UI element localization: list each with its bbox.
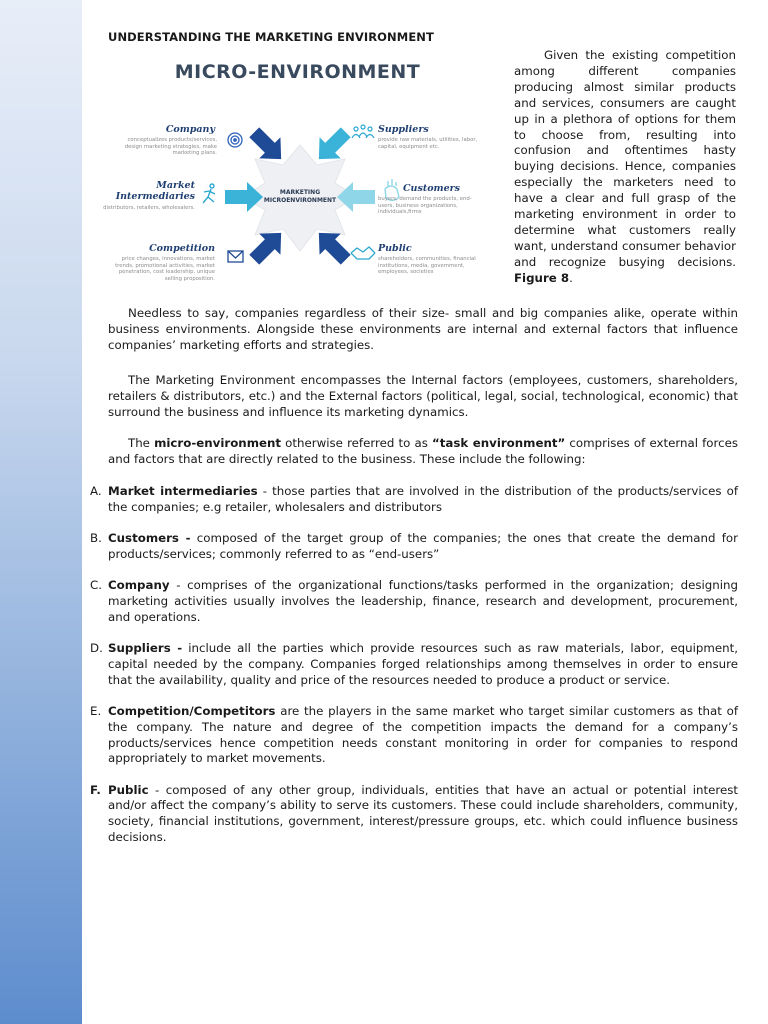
micro-environment-factors-list [90, 484, 738, 861]
list-item-text: - those parties that are involved in the distribution of the products/services of the companies; e.g retailer, wholesalers and distributors [108, 484, 739, 514]
desc-suppliers-line: provide raw materials, utilities, labor, [378, 137, 478, 143]
list-marker: A. [90, 484, 102, 498]
paragraph-text: Needless to say, companies regardless of their size- small and big companies alike, operate within business environments. Alongside these environments are internal and external factors that influence companies’ marketing efforts and strategies. [108, 306, 738, 352]
list-item [90, 484, 738, 516]
label-market-intermediaries-line2: Intermediaries [115, 191, 195, 202]
handshake-icon [351, 247, 375, 259]
paragraph-business-environments [108, 306, 738, 353]
target-icon [228, 133, 242, 147]
term-task-environment: “task environment” [432, 436, 566, 450]
desc-customers [378, 196, 496, 216]
list-item [90, 578, 738, 625]
page-heading: UNDERSTANDING THE MARKETING ENVIRONMENT [108, 30, 434, 44]
figure-title: MICRO-ENVIRONMENT [174, 61, 421, 83]
desc-competition [95, 256, 215, 282]
list-item [90, 641, 738, 688]
list-item [90, 531, 738, 563]
desc-public-line: employees, societies [378, 269, 434, 276]
list-item [90, 783, 738, 846]
list-item-term: Market intermediaries [108, 484, 258, 498]
center-label-line1: MARKETING [279, 189, 321, 196]
envelope-icon [228, 251, 243, 262]
list-marker: B. [90, 531, 102, 546]
intro-text: Given the existing competition among different companies producing almost similar products and services, consumers are caught up in a plethora of options for them to choose from, resulting into confusion and oftentimes hasty buying decisions. Hence, companies especially the marketers need to have a clear and full grasp of the marketing environment in order to determine what customers really want, understand consumer behavior and recognize busying decisions. [514, 48, 736, 269]
label-customers: Customers [403, 183, 460, 194]
desc-competition-line: selling proposition. [164, 275, 215, 282]
label-competition: Competition [149, 243, 215, 254]
desc-suppliers [378, 137, 496, 150]
desc-market-intermediaries-line: distributors, retailers, wholesalers. [103, 205, 195, 211]
center-label-line2: MICROENVIRONMENT [263, 197, 337, 204]
paragraph-text-pre: The [128, 436, 155, 450]
desc-suppliers-line: capital, equipment etc. [378, 143, 440, 150]
runner-icon [203, 184, 215, 203]
arrow-market-intermediaries [225, 182, 263, 212]
term-micro-environment: micro-environment [154, 436, 282, 450]
list-item-term: Customers - [108, 531, 191, 546]
desc-customers-line: individuals,firms [378, 209, 422, 216]
paragraph-text-post: comprises of external forces and factors that are directly related to the business. These include the following: [108, 436, 738, 466]
list-item-text: are the players in the same market who target similar customers as that of the company. The nature and degree of the competition impacts the demand for a company’s products/services hence competition needs constant monitoring in order for companies to respond appropriately to market movements. [108, 703, 738, 766]
desc-customers-line: buyers, demand the products, end- [378, 196, 472, 202]
list-marker: C. [90, 578, 102, 593]
list-item [90, 704, 738, 767]
label-market-intermediaries-line1: Market [156, 180, 195, 191]
desc-market-intermediaries [95, 205, 195, 212]
paragraph-micro-environment [108, 436, 738, 468]
label-suppliers: Suppliers [378, 124, 429, 135]
desc-competition-line: trends, promotional activities, market [115, 262, 215, 269]
list-marker: D. [90, 641, 103, 656]
list-item-text: include all the parties which provide resources such as raw materials, labor, equipment, capital needed by the company. Companies forged relationships among themselves in order to ensure that the availability, quality and price of the resources needed to produce a product or service. [108, 641, 738, 687]
list-item-term: Suppliers - [108, 641, 183, 656]
list-item-term: Company [108, 578, 170, 593]
micro-environment-figure [95, 55, 500, 300]
list-item-term: Public [108, 782, 149, 797]
desc-public-line: institutions, media, government, [378, 262, 465, 269]
list-item-text: - comprises of the organizational functions/tasks performed in the organization; designing marketing activities usually involves the leadership, finance, research and development, procurement, and operations. [108, 578, 738, 624]
desc-customers-line: users, business organizations, [378, 202, 458, 209]
paragraph-text-mid: otherwise referred to as [281, 436, 432, 450]
people-icon [352, 125, 374, 138]
figure-reference: Figure 8 [514, 270, 570, 285]
paragraph-marketing-environment [108, 373, 738, 420]
list-marker: F. [90, 782, 101, 797]
paragraph-text: The Marketing Environment encompasses the Internal factors (employees, customers, shareholders, retailers & distributors, etc.) and the External factors (political, legal, social, technological, economic) that surround the business and influence its marketing dynamics. [108, 373, 738, 419]
decorative-side-bar [0, 0, 82, 1024]
label-public: Public [378, 243, 412, 254]
list-item-term: Competition/Competitors [108, 703, 276, 718]
desc-company-line: design marketing strategies, make [124, 143, 217, 150]
list-item-text: composed of the target group of the companies; the ones that create the demand for products/services; commonly referred to as “end-users” [108, 531, 738, 561]
desc-company-line: marketing plans. [172, 150, 217, 157]
arrow-customers [337, 182, 375, 212]
list-marker: E. [90, 703, 102, 718]
desc-company [105, 137, 217, 157]
label-company: Company [165, 124, 215, 135]
desc-competition-line: price changes, innovations, market [121, 256, 215, 262]
desc-public [378, 256, 496, 276]
intro-paragraph: Given the existing competition among different companies producing almost similar products and services, consumers are caught up in a plethora of options for them to choose from, resulting into confusion and oftentimes hasty buying decisions. Hence, companies especially the marketers need to have a clear and full grasp of the marketing environment in order to determine what customers really want, understand consumer behavior and recognize busying decisions. Figure 8. [514, 48, 736, 285]
desc-competition-line: penetration, cost leadership, unique [118, 269, 215, 276]
desc-public-line: shareholders, communities, financial [378, 256, 476, 262]
list-item-text: - composed of any other group, individuals, entities that have an actual or potential interest and/or affect the company’s ability to serve its customers. These could include shareholders, community, society, financial institutions, government, interest/pressure groups, etc. which could influence business decisions. [108, 782, 738, 845]
desc-company-line: conceptualizes products/services, [127, 137, 217, 143]
